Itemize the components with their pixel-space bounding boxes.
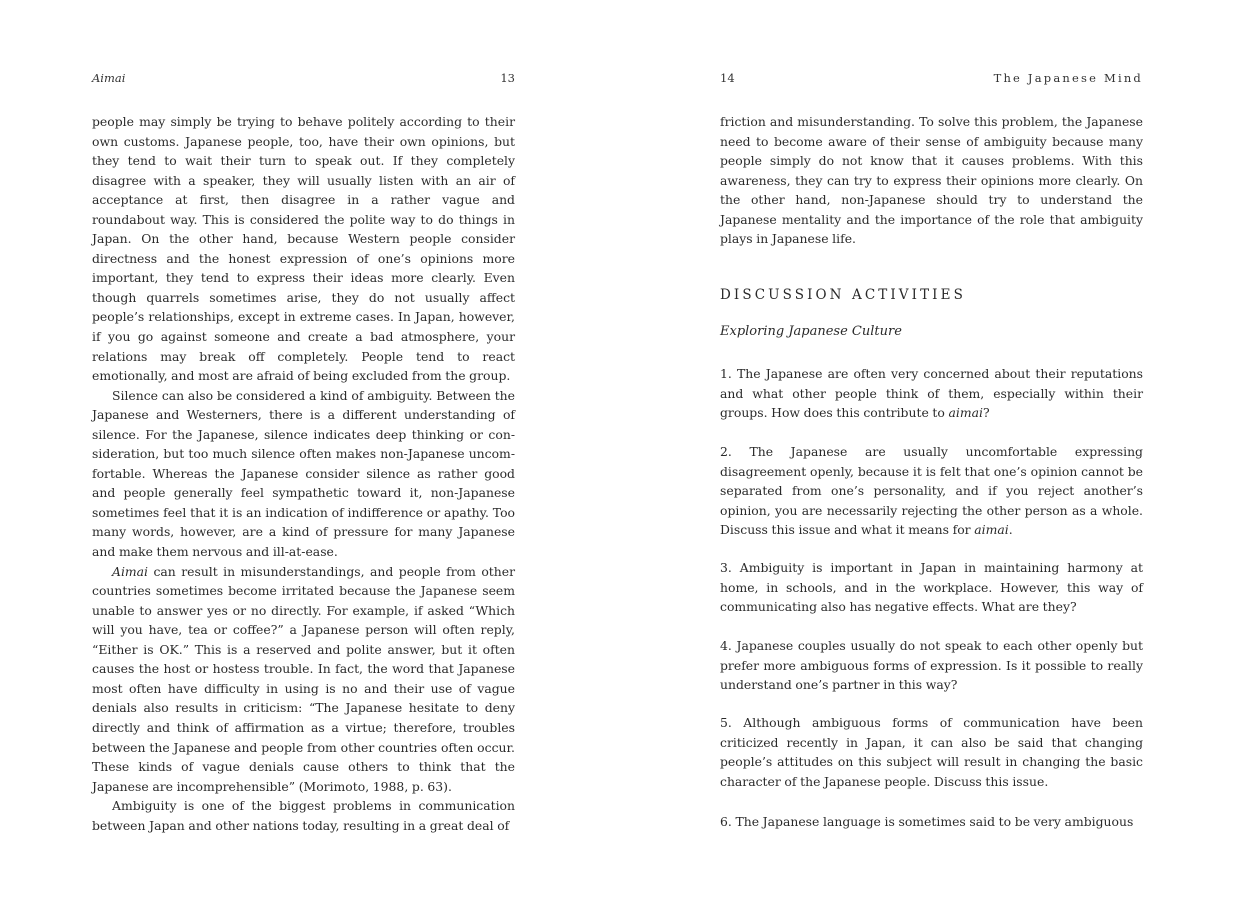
book-title: The Japanese Mind (993, 71, 1143, 85)
discussion-question: 6. The Japanese language is sometimes said to be very ambiguous (720, 814, 1134, 829)
italic-term: aimai (948, 405, 983, 421)
page-number: 14 (720, 71, 735, 85)
paragraph: Silence can also be considered a kind of ambiguity. Between the Japanese and Westerners, there is a different understanding of silence. For the Japanese, silence indicates deep thinking or consideration, but too much silence often makes non-Japanese uncomfortable. Whereas the Japanese consider silence as rather good and people generally feel sympathetic toward it, non-Japanese sometimes feel that it is an indication of indifference or apathy. Too many words, however, are a kind of pressure for many Japanese and make them nervous and ill-at-ease. (92, 387, 515, 560)
discussion-question: 2. The Japanese are usually uncomfortable expressing disagreement openly, because it is felt that one’s opinion cannot be separated from one’s personality, and if you reject another’s opinion, you are necessarily rejecting the other person as a whole. Discuss this issue and what it means for aimai. (720, 444, 1143, 538)
body-text (92, 112, 515, 835)
italic-term: Aimai (112, 563, 149, 579)
paragraph: people may simply be trying to behave politely according to their own customs. Japanese people, too, have their own opinions, but they tend to wait their turn to speak out. If they completely disagree with a speaker, they will usually listen with an air of acceptance at first, then disagree in a rather vague and roundabout way. This is considered the polite way to do things in Japan. On the other hand, because Western people consider directness and the honest expression of one’s opinions more important, they tend to express their ideas more clearly. Even though quarrels sometimes arise, they do not usually affect people’s relationships, except in extreme cases. In Japan, however, if you go against someone and create a bad atmosphere, your relations may break off completely. People tend to react emotionally, and most are afraid of being excluded from the group. (92, 114, 515, 384)
paragraph: Ambiguity is one of the biggest problems in communication between Japan and other nations today, resulting in a great deal of (92, 798, 515, 833)
paragraph-text: can result in misunderstandings, and people from other countries sometimes become irritated because the Japanese seem unable to answer yes or no directly. For example, if asked “Which will you have, tea or coffee?” a Japanese person will often reply, “Either is OK.” This is a reserved and polite answer, but it often causes the host or hostess trouble. In fact, the word that Japanese most often have difficulty in using is no and their use of vague denials also results in criticism: “The Japanese hesitate to deny directly and think of affirmation as a virtue; therefore, troubles between the Japanese and people from other countries often occur. These kinds of vague denials cause others to think that the Japanese are incomprehensible” (Morimoto, 1988, p. 63). (92, 563, 515, 794)
discussion-question: 5. Although ambiguous forms of communication have been criticized recently in Japan, it can also be said that changing people’s attitudes on this subject will result in changing the basic character of the Japanese people. Discuss this issue. (720, 715, 1143, 789)
discussion-question: 4. Japanese couples usually do not speak to each other openly but prefer more ambiguous forms of expression. Is it possible to really understand one’s partner in this way? (720, 638, 1143, 693)
paragraph: friction and misunderstanding. To solve this problem, the Japanese need to become aware of their sense of ambiguity because many people simply do not know that it causes problems. With this awareness, they can try to express their opinions more clearly. On the other hand, non-Japanese should try to understand the Japanese mentality and the importance of the role that ambiguity plays in Japanese life. (720, 114, 1143, 247)
body-text (720, 112, 1143, 249)
running-head-right (720, 71, 1143, 89)
section-heading: DISCUSSION ACTIVITIES (720, 287, 966, 303)
discussion-question: 3. Ambiguity is important in Japan in maintaining harmony at home, in schools, and in the workplace. However, this way of communicating also has negative effects. What are they? (720, 560, 1143, 615)
running-head-left (92, 71, 515, 89)
discussion-question: 1. The Japanese are often very concerned about their reputations and what other people think of them, especially within their groups. How does this contribute to aimai? (720, 366, 1143, 421)
subsection-heading: Exploring Japanese Culture (720, 324, 902, 339)
chapter-title: Aimai (92, 71, 126, 85)
paragraph (92, 562, 515, 797)
italic-term: aimai (974, 522, 1009, 538)
page-number: 13 (500, 71, 515, 85)
